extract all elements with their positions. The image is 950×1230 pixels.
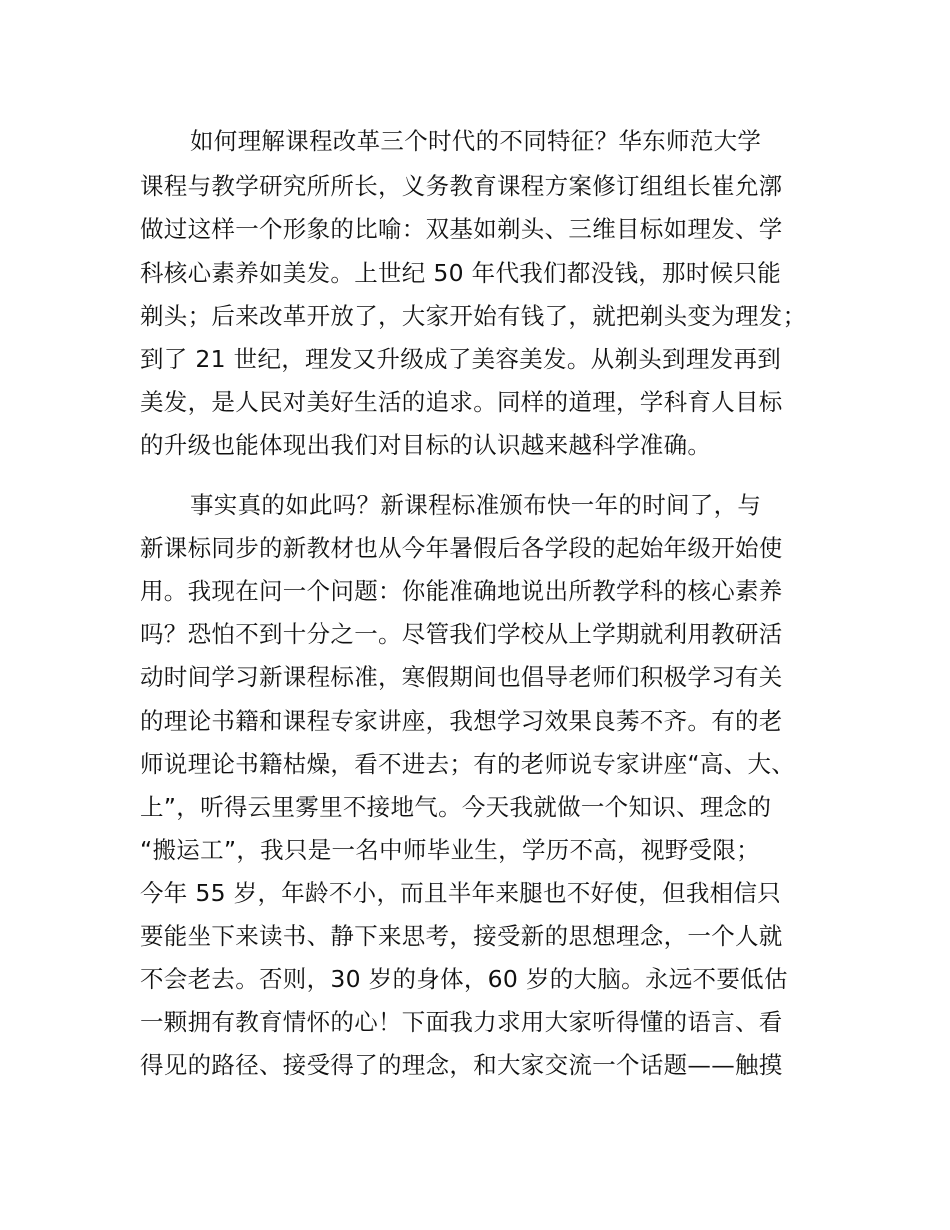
paragraph-2-line-1: 事实真的如此吗？新课程标准颁布快一年的时间了，与 <box>190 491 762 519</box>
paragraph-2-line-9: “搬运工”，我只是一名中师毕业生，学历不高，视野受限； <box>140 836 760 864</box>
paragraph-2-line-12: 不会老去。否则，30 岁的身体，60 岁的大脑。永远不要低估 <box>140 965 788 993</box>
paragraph-2-line-11: 要能坐下来读书、静下来思考，接受新的思想理念，一个人就 <box>140 922 783 950</box>
paragraph-2-line-7: 师说理论书籍枯燥，看不进去；有的老师说专家讲座“高、大、 <box>140 750 796 778</box>
paragraph-1-line-6: 到了 21 世纪，理发又升级成了美容美发。从剃头到理发再到 <box>140 345 782 373</box>
paragraph-2-line-2: 新课标同步的新教材也从今年暑假后各学段的起始年级开始使 <box>140 534 783 562</box>
paragraph-2-line-4: 吗？恐怕不到十分之一。尽管我们学校从上学期就利用教研活 <box>140 620 783 648</box>
paragraph-2-line-13: 一颗拥有教育情怀的心！下面我力求用大家听得懂的语言、看 <box>140 1008 783 1036</box>
paragraph-1-line-5: 剃头；后来改革开放了，大家开始有钱了，就把剃头变为理发； <box>140 302 807 330</box>
paragraph-2-line-14: 得见的路径、接受得了的理念，和大家交流一个话题——触摸 <box>140 1051 783 1079</box>
paragraph-2-line-6: 的理论书籍和课程专家讲座，我想学习效果良莠不齐。有的老 <box>140 707 783 735</box>
paragraph-2-line-5: 动时间学习新课程标准，寒假期间也倡导老师们积极学习有关 <box>140 663 783 691</box>
paragraph-2-line-3: 用。我现在问一个问题：你能准确地说出所教学科的核心素养 <box>140 577 783 605</box>
paragraph-1-line-2: 课程与教学研究所所长，义务教育课程方案修订组组长崔允漷 <box>140 172 783 200</box>
paragraph-1-line-8: 的升级也能体现出我们对目标的认识越来越科学准确。 <box>140 431 712 459</box>
paragraph-2-line-8: 上”，听得云里雾里不接地气。今天我就做一个知识、理念的 <box>140 793 772 821</box>
paragraph-1-line-3: 做过这样一个形象的比喻：双基如剃头、三维目标如理发、学 <box>140 215 783 243</box>
paragraph-1-line-7: 美发，是人民对美好生活的追求。同样的道理，学科育人目标 <box>140 388 783 416</box>
paragraph-2-line-10: 今年 55 岁，年龄不小，而且半年来腿也不好使，但我相信只 <box>140 879 782 907</box>
paragraph-1-line-4: 科核心素养如美发。上世纪 50 年代我们都没钱，那时候只能 <box>140 259 782 287</box>
paragraph-1-line-1: 如何理解课程改革三个时代的不同特征？华东师范大学 <box>190 127 762 155</box>
